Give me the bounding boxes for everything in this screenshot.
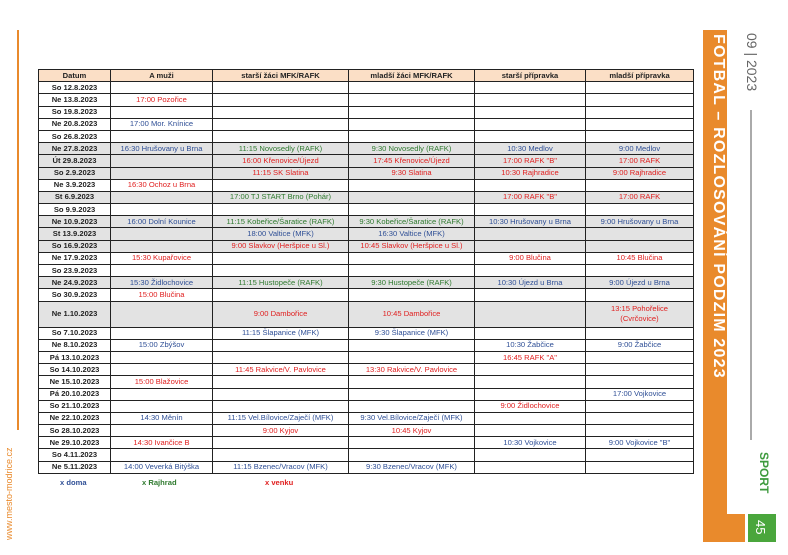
col-header-older-prep: starší přípravka <box>475 70 586 82</box>
match-cell: 9:30 Vel.Bílovice/Zaječí (MFK) <box>349 412 475 424</box>
match-cell <box>213 130 349 142</box>
date-cell: So 12.8.2023 <box>39 82 111 94</box>
match-cell <box>213 265 349 277</box>
match-cell <box>213 388 349 400</box>
match-cell <box>349 376 475 388</box>
match-cell: 10:30 Újezd u Brna <box>475 277 586 289</box>
match-cell <box>475 82 586 94</box>
match-cell <box>111 228 213 240</box>
date-cell: Ne 15.10.2023 <box>39 376 111 388</box>
match-cell: 11:15 Vel.Bílovice/Zaječí (MFK) <box>213 412 349 424</box>
match-cell <box>586 240 694 252</box>
match-cell <box>349 265 475 277</box>
side-divider <box>750 110 752 440</box>
match-cell: 17:00 RAFK <box>586 155 694 167</box>
match-cell <box>111 449 213 461</box>
match-cell <box>475 388 586 400</box>
table-row <box>39 412 694 424</box>
match-cell: 16:30 Hrušovany u Brna <box>111 143 213 155</box>
match-cell <box>349 289 475 301</box>
match-cell <box>213 118 349 130</box>
match-cell: 10:30 Vojkovice <box>475 437 586 449</box>
match-cell <box>586 327 694 339</box>
match-cell <box>111 400 213 412</box>
match-cell: 9:30 Šlapanice (MFK) <box>349 327 475 339</box>
date-cell: So 19.8.2023 <box>39 106 111 118</box>
date-cell: St 6.9.2023 <box>39 191 111 203</box>
table-row <box>39 240 694 252</box>
match-cell: 16:30 Valtice (MFK) <box>349 228 475 240</box>
match-cell <box>349 449 475 461</box>
match-cell: 14:00 Veverká Bitýška <box>111 461 213 473</box>
match-cell <box>475 118 586 130</box>
table-row <box>39 425 694 437</box>
match-cell <box>475 449 586 461</box>
table-row <box>39 301 694 327</box>
date-cell: So 30.9.2023 <box>39 289 111 301</box>
table-row <box>39 376 694 388</box>
match-cell <box>586 265 694 277</box>
match-cell <box>475 179 586 191</box>
table-row <box>39 204 694 216</box>
match-cell <box>213 252 349 264</box>
table-row <box>39 143 694 155</box>
match-cell: 9:00 Újezd u Brna <box>586 277 694 289</box>
match-cell <box>349 130 475 142</box>
match-cell: 10:45 Blučina <box>586 252 694 264</box>
match-cell <box>586 204 694 216</box>
match-cell: 10:30 Medlov <box>475 143 586 155</box>
match-cell <box>111 301 213 327</box>
table-row <box>39 289 694 301</box>
match-cell <box>586 449 694 461</box>
date-cell: So 14.10.2023 <box>39 364 111 376</box>
match-cell <box>213 376 349 388</box>
match-cell <box>586 228 694 240</box>
col-header-date: Datum <box>39 70 111 82</box>
match-cell <box>586 425 694 437</box>
date-cell: So 23.9.2023 <box>39 265 111 277</box>
date-cell: So 7.10.2023 <box>39 327 111 339</box>
match-cell: 16:00 Dolní Kounice <box>111 216 213 228</box>
date-cell: So 2.9.2023 <box>39 167 111 179</box>
match-cell <box>349 82 475 94</box>
match-cell <box>475 240 586 252</box>
match-cell: 9:00 Vojkovice "B" <box>586 437 694 449</box>
match-cell <box>475 94 586 106</box>
table-row <box>39 265 694 277</box>
schedule-table <box>38 69 694 474</box>
match-cell: 11:15 Kobeřice/Šaratice (RAFK) <box>213 216 349 228</box>
match-cell: 9:00 Židlochovice <box>475 400 586 412</box>
match-cell <box>349 118 475 130</box>
match-cell <box>111 106 213 118</box>
match-cell <box>475 130 586 142</box>
match-cell <box>111 388 213 400</box>
match-cell: 17:00 RAFK "B" <box>475 191 586 203</box>
match-cell <box>475 376 586 388</box>
match-cell: 18:00 Valtice (MFK) <box>213 228 349 240</box>
date-cell: Ne 20.8.2023 <box>39 118 111 130</box>
match-cell <box>213 94 349 106</box>
match-cell <box>586 301 694 327</box>
match-cell <box>349 94 475 106</box>
date-cell: So 9.9.2023 <box>39 204 111 216</box>
match-cell <box>213 339 349 351</box>
match-cell: 10:30 Žabčice <box>475 339 586 351</box>
date-cell: Ne 27.8.2023 <box>39 143 111 155</box>
match-cell <box>111 364 213 376</box>
match-cell: 16:45 RAFK "A" <box>475 351 586 363</box>
match-cell <box>349 191 475 203</box>
match-cell <box>475 228 586 240</box>
table-row <box>39 400 694 412</box>
match-cell: 11:15 Hustopeče (RAFK) <box>213 277 349 289</box>
table-row <box>39 364 694 376</box>
match-cell <box>586 400 694 412</box>
match-cell <box>213 400 349 412</box>
legend-away: x venku <box>265 478 294 487</box>
match-cell <box>349 179 475 191</box>
match-cell: 11:15 Novosedly (RAFK) <box>213 143 349 155</box>
match-cell: 17:00 Mor. Knínice <box>111 118 213 130</box>
match-cell: 9:30 Kobeřice/Šaratice (RAFK) <box>349 216 475 228</box>
match-cell: 9:00 Medlov <box>586 143 694 155</box>
section-label: SPORT <box>757 452 771 494</box>
col-header-older-youth: starší žáci MFK/RAFK <box>213 70 349 82</box>
table-row <box>39 228 694 240</box>
date-cell: Ne 22.10.2023 <box>39 412 111 424</box>
match-cell <box>586 179 694 191</box>
match-cell <box>111 351 213 363</box>
table-row <box>39 130 694 142</box>
page-number: 45 <box>753 520 768 535</box>
match-cell: 9:00 Hrušovany u Brna <box>586 216 694 228</box>
match-cell <box>586 376 694 388</box>
table-row <box>39 437 694 449</box>
match-cell: 15:30 Kupařovice <box>111 252 213 264</box>
header-row <box>39 70 694 82</box>
match-cell <box>475 412 586 424</box>
match-cell <box>586 106 694 118</box>
table-row <box>39 118 694 130</box>
match-cell <box>111 327 213 339</box>
match-cell: 11:15 Bzenec/Vracov (MFK) <box>213 461 349 473</box>
match-cell <box>475 364 586 376</box>
match-cell: 9:00 Kyjov <box>213 425 349 437</box>
match-cell: 9:00 Žabčice <box>586 339 694 351</box>
date-cell: Pá 20.10.2023 <box>39 388 111 400</box>
date-cell: So 28.10.2023 <box>39 425 111 437</box>
date-cell: Ne 13.8.2023 <box>39 94 111 106</box>
match-cell <box>349 388 475 400</box>
match-cell <box>213 82 349 94</box>
match-cell <box>475 461 586 473</box>
match-cell: 9:00 Dambořice <box>213 301 349 327</box>
date-cell: Ne 5.11.2023 <box>39 461 111 473</box>
match-cell: 14:30 Měnín <box>111 412 213 424</box>
col-header-younger-prep: mladší přípravka <box>586 70 694 82</box>
match-cell: 9:30 Hustopeče (RAFK) <box>349 277 475 289</box>
date-cell: Ne 29.10.2023 <box>39 437 111 449</box>
match-cell <box>213 449 349 461</box>
table-row <box>39 179 694 191</box>
match-cell: 9:30 Bzenec/Vracov (MFK) <box>349 461 475 473</box>
match-cell: 15:00 Blažovice <box>111 376 213 388</box>
col-header-younger-youth: mladší žáci MFK/RAFK <box>349 70 475 82</box>
match-cell <box>111 240 213 252</box>
table-row <box>39 449 694 461</box>
match-cell <box>475 265 586 277</box>
match-cell <box>475 106 586 118</box>
match-cell <box>111 204 213 216</box>
match-cell <box>586 351 694 363</box>
match-cell <box>475 301 586 327</box>
match-cell: 9:00 Blučina <box>475 252 586 264</box>
match-cell: 11:15 Šlapanice (MFK) <box>213 327 349 339</box>
match-cell <box>349 437 475 449</box>
match-cell <box>349 339 475 351</box>
table-row <box>39 351 694 363</box>
table-row <box>39 216 694 228</box>
match-cell <box>586 130 694 142</box>
date-cell: Ne 8.10.2023 <box>39 339 111 351</box>
match-cell <box>111 82 213 94</box>
match-cell <box>586 94 694 106</box>
issue-label: 09 | 2023 <box>744 33 760 92</box>
match-cell <box>586 289 694 301</box>
website-url[interactable]: www.mesto-modrice.cz <box>4 447 14 540</box>
match-cell <box>349 351 475 363</box>
match-cell: 10:30 Hrušovany u Brna <box>475 216 586 228</box>
match-cell: 17:00 Pozořice <box>111 94 213 106</box>
match-cell: 10:45 Kyjov <box>349 425 475 437</box>
match-cell <box>349 106 475 118</box>
table-row <box>39 327 694 339</box>
match-cell <box>213 437 349 449</box>
match-cell <box>475 204 586 216</box>
date-cell: Ne 3.9.2023 <box>39 179 111 191</box>
left-accent-rule <box>17 30 19 430</box>
match-cell <box>349 204 475 216</box>
match-cell: 17:00 TJ START Brno (Pohár) <box>213 191 349 203</box>
date-cell: Út 29.8.2023 <box>39 155 111 167</box>
date-cell: So 21.10.2023 <box>39 400 111 412</box>
match-cell <box>213 351 349 363</box>
match-cell <box>213 204 349 216</box>
match-cell: 17:00 RAFK <box>586 191 694 203</box>
match-cell: 17:00 Vojkovice <box>586 388 694 400</box>
table-row <box>39 106 694 118</box>
match-text-line: (Cvrčovice) <box>620 314 659 324</box>
match-cell <box>111 265 213 277</box>
match-cell <box>213 179 349 191</box>
date-cell: So 26.8.2023 <box>39 130 111 142</box>
table-row <box>39 191 694 203</box>
date-cell: Pá 13.10.2023 <box>39 351 111 363</box>
match-cell <box>586 82 694 94</box>
table-row <box>39 461 694 473</box>
match-text-line: 13:15 Pohořelice <box>611 304 668 314</box>
table-row <box>39 277 694 289</box>
match-cell <box>111 155 213 167</box>
legend-rajhrad: x Rajhrad <box>142 478 177 487</box>
match-cell <box>213 289 349 301</box>
match-cell: 15:00 Blučina <box>111 289 213 301</box>
table-row <box>39 167 694 179</box>
match-cell <box>111 425 213 437</box>
match-cell <box>349 400 475 412</box>
match-cell <box>111 130 213 142</box>
page-corner-orange <box>703 514 745 542</box>
match-cell <box>586 412 694 424</box>
match-cell <box>213 106 349 118</box>
match-cell <box>475 289 586 301</box>
match-cell: 9:00 Rajhradice <box>586 167 694 179</box>
date-cell: So 16.9.2023 <box>39 240 111 252</box>
date-cell: St 13.9.2023 <box>39 228 111 240</box>
match-cell: 10:45 Dambořice <box>349 301 475 327</box>
date-cell: Ne 1.10.2023 <box>39 301 111 327</box>
table-row <box>39 252 694 264</box>
match-cell: 10:30 Rajhradice <box>475 167 586 179</box>
match-cell: 16:30 Ochoz u Brna <box>111 179 213 191</box>
match-cell: 9:30 Slatina <box>349 167 475 179</box>
match-cell: 9:30 Novosedly (RAFK) <box>349 143 475 155</box>
date-cell: So 4.11.2023 <box>39 449 111 461</box>
match-cell: 11:15 SK Slatina <box>213 167 349 179</box>
match-cell: 16:00 Křenovice/Újezd <box>213 155 349 167</box>
table-row <box>39 155 694 167</box>
table-row <box>39 388 694 400</box>
side-title: FOTBAL – ROZLOSOVÁNÍ PODZIM 2023 <box>710 34 727 379</box>
table-row <box>39 94 694 106</box>
table-row <box>39 82 694 94</box>
match-cell: 10:45 Slavkov (Heršpice u Sl.) <box>349 240 475 252</box>
match-cell: 17:45 Křenovice/Újezd <box>349 155 475 167</box>
match-cell: 15:30 Židlochovice <box>111 277 213 289</box>
match-cell: 9:00 Slavkov (Heršpice u Sl.) <box>213 240 349 252</box>
match-cell <box>349 252 475 264</box>
match-cell <box>111 191 213 203</box>
match-cell <box>586 118 694 130</box>
match-cell: 11:45 Rakvice/V. Pavlovice <box>213 364 349 376</box>
date-cell: Ne 17.9.2023 <box>39 252 111 264</box>
table-row <box>39 339 694 351</box>
match-cell: 17:00 RAFK "B" <box>475 155 586 167</box>
match-cell <box>475 327 586 339</box>
match-cell: 13:30 Rakvice/V. Pavlovice <box>349 364 475 376</box>
match-cell <box>475 425 586 437</box>
date-cell: Ne 10.9.2023 <box>39 216 111 228</box>
match-cell <box>111 167 213 179</box>
legend-home: x doma <box>60 478 87 487</box>
col-header-a-men: A muži <box>111 70 213 82</box>
match-cell <box>586 461 694 473</box>
match-cell <box>586 364 694 376</box>
date-cell: Ne 24.9.2023 <box>39 277 111 289</box>
match-cell: 15:00 Zbýšov <box>111 339 213 351</box>
match-cell: 14:30 Ivančice B <box>111 437 213 449</box>
